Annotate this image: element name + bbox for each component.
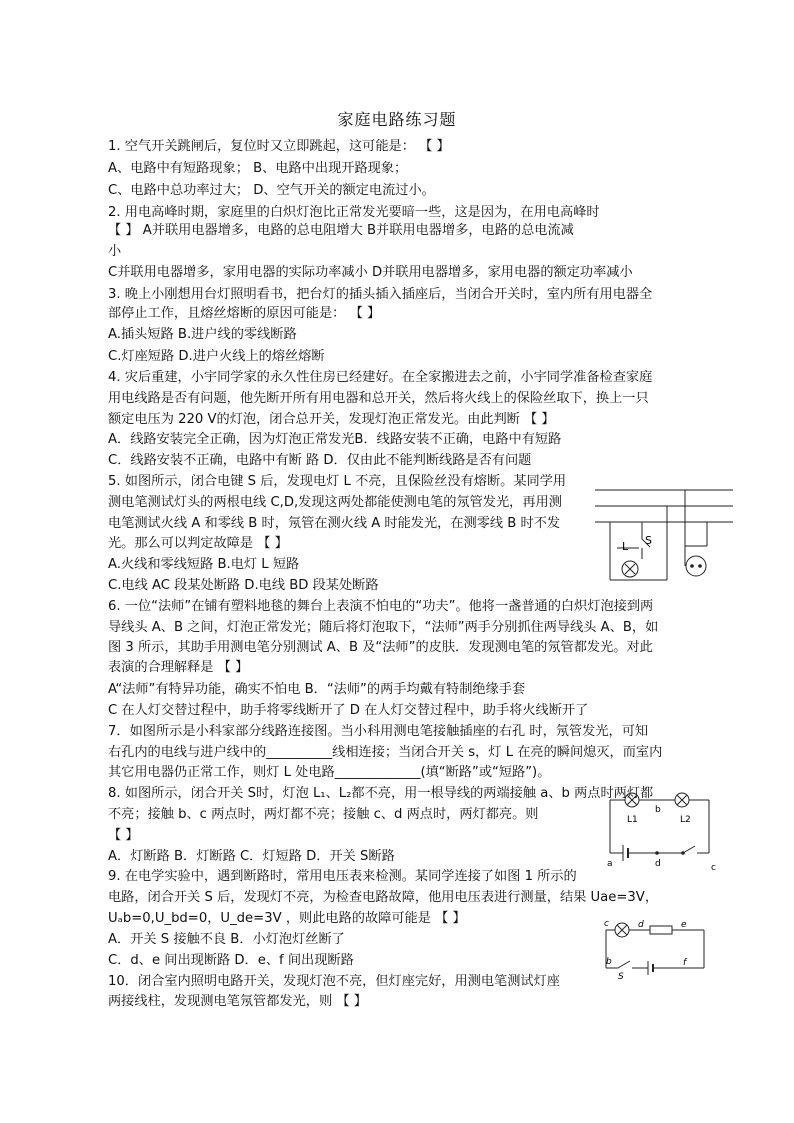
- q6-options-cd: C 在人灯交替过程中，助手将零线断开了 D 在人灯交替过程中，助手将火线断开了: [108, 703, 589, 718]
- q4-options-cd: C．线路安装不正确，电路中有断 路 D．仅由此不能判断线路是否有问题: [108, 453, 532, 468]
- q1-options-cd: C、电路中总功率过大； D、空气开关的额定电流过小。: [108, 183, 435, 198]
- q5-stem-1: 5. 如图所示，闭合电键 S 后，发现电灯 L 不亮，且保险丝没有熔断。某同学用: [108, 474, 567, 489]
- q10-stem-1: 10．闭合室内照明电路开关，发现灯泡不亮，但灯座完好，用测电笔测试灯座: [108, 974, 560, 989]
- q8-stem-2: 不亮；接触 b、c 两点时，两灯都不亮；接触 c、d 两点时，两灯都亮。则: [108, 807, 539, 822]
- wiring-diagram-q5: [595, 484, 735, 584]
- q4-stem-2: 用电线路是否有问题，他先断开所有用电器和总开关，然后将火线上的保险丝取下，换上一只: [108, 391, 649, 406]
- page-title: 家庭电路练习题: [337, 110, 457, 129]
- series-circuit-diagram-q8: [605, 782, 717, 874]
- label-l1: L1: [627, 815, 638, 825]
- q1-options-ab: A、电路中有短路现象； B、电路中出现开路现象；: [108, 161, 408, 176]
- label-d: d: [638, 920, 644, 930]
- label-f: f: [683, 958, 687, 968]
- q9-options-ab: A．开关 S 接触不良 B．小灯泡灯丝断了: [108, 932, 345, 947]
- label-b: b: [655, 805, 661, 815]
- q4-stem-3: 额定电压为 220 V的灯泡，闭合总开关，发现灯泡正常发光。由此判断 【 】: [108, 412, 555, 427]
- q7-stem-3: 其它用电器仍正常工作，则灯 L 处电路_____________(填“断路”或“短路”)。: [108, 765, 551, 780]
- q5-options-cd: C.电线 AC 段某处断路 D.电线 BD 段某处断路: [108, 578, 379, 593]
- lamp-label: L: [622, 540, 629, 553]
- q3-options-ab: A.插头短路 B.进户线的零线断路: [108, 327, 297, 342]
- q2-stem-3: 小: [108, 244, 122, 259]
- q2-stem-1: 2. 用电高峰时期，家庭里的白炽灯泡比正常发光要暗一些，这是因为，在用电高峰时: [108, 205, 600, 220]
- q9-stem-1: 9. 在电学实验中，遇到断路时，常用电压表来检测。某同学连接了如图 1 所示的: [108, 869, 577, 884]
- q10-stem-2: 两接线柱，发现测电笔氖管都发光，则 【 】: [108, 994, 367, 1009]
- q7-stem-2: 右孔内的电线与进户线中的__________线相连接；当闭合开关 s，灯 L 在亮的瞬间熄灭，而室内: [108, 745, 663, 760]
- q8-options: A．灯断路 B．灯断路 C．灯短路 D．开关 S断路: [108, 849, 395, 864]
- label-l2: L2: [680, 815, 691, 825]
- q6-stem-2: 导线头 A、B 之间，灯泡正常发光；随后将灯泡取下，“法师”两手分别抓住两导线头 A、B，如: [108, 620, 659, 635]
- label-e: e: [681, 920, 687, 930]
- label-d: d: [655, 859, 661, 869]
- switch-label: S: [645, 534, 652, 547]
- q8-stem-1: 8. 如图所示，闭合开关 S时，灯泡 L₁、L₂都不亮，用一根导线的两端接触 a、b 两点时两灯都: [108, 786, 654, 801]
- q3-stem-2: 部停止工作，且熔丝熔断的原因可能是： 【 】: [108, 306, 381, 321]
- q3-options-cd: C.灯座短路 D.进户火线上的熔丝熔断: [108, 349, 325, 364]
- label-s: S: [618, 972, 624, 980]
- q6-options-ab: A“法师”有特异功能，确实不怕电 B．“法师”的两手均戴有特制绝缘手套: [108, 682, 526, 697]
- q2-stem-2: 【 】 A并联用电器增多，电路的总电阻增大 B并联用电器增多，电路的总电流减: [108, 223, 574, 238]
- label-a: a: [607, 859, 613, 869]
- q9-stem-2: 电路，闭合开关 S 后，发现灯不亮，为检查电路故障，他用电压表进行测量，结果 Uae=3V，: [108, 890, 659, 905]
- q5-options-ab: A.火线和零线短路 B.电灯 L 短路: [108, 557, 300, 572]
- fault-circuit-diagram-q9: [598, 918, 710, 980]
- q5-stem-3: 电笔测试火线 A 和零线 B 时，氖管在测火线 A 时能发光，在测零线 B 时不发: [108, 516, 561, 531]
- q6-stem-1: 6. 一位“法师”在铺有塑料地毯的舞台上表演不怕电的“功夫”。他将一盏普通的白炽灯泡接到两: [108, 599, 654, 614]
- label-c: c: [711, 863, 716, 873]
- q9-stem-3: Uₐb=0,U_bd=0，U_de=3V ，则此电路的故障可能是 【 】: [108, 911, 466, 926]
- socket-icon: [686, 556, 706, 576]
- q6-stem-3: 图 3 所示，其助手用测电笔分别测试 A、B 及“法师”的皮肤．发现测电笔的氖管都发光。对此: [108, 640, 653, 655]
- label-b: b: [606, 957, 612, 967]
- q3-stem-1: 3. 晚上小刚想用台灯照明看书，把台灯的插头插入插座后，当闭合开关时，室内所有用电器全: [108, 287, 653, 302]
- q5-stem-2: 测电笔测试灯头的两根电线 C,D,发现这两处都能使测电笔的氖管发光，再用测: [108, 495, 562, 510]
- label-c: c: [604, 919, 609, 929]
- q9-options-cd: C．d、e 间出现断路 D．e、f 间出现断路: [108, 953, 354, 968]
- q6-stem-4: 表演的合理解释是 【 】: [108, 660, 249, 675]
- q1-stem: 1. 空气开关跳闸后，复位时又立即跳起，这可能是： 【 】: [108, 139, 450, 154]
- q4-stem-1: 4. 灾后重建，小宇同学家的永久性住房已经建好。在全家搬进去之前，小宇同学准备检查家庭: [108, 370, 653, 385]
- q8-stem-3: 【 】: [108, 828, 139, 843]
- q7-stem-1: 7．如图所示是小科家部分线路连接图。当小科用测电笔接触插座的右孔 时，氖管发光，可知: [108, 724, 649, 739]
- q4-options-ab: A．线路安装完全正确，因为灯泡正常发光B．线路安装不正确，电路中有短路: [108, 432, 562, 447]
- q2-options-cd: C并联用电器增多，家用电器的实际功率减小 D并联用电器增多，家用电器的额定功率减小: [108, 265, 633, 280]
- q5-stem-4: 光。那么可以判定故障是 【 】: [108, 536, 288, 551]
